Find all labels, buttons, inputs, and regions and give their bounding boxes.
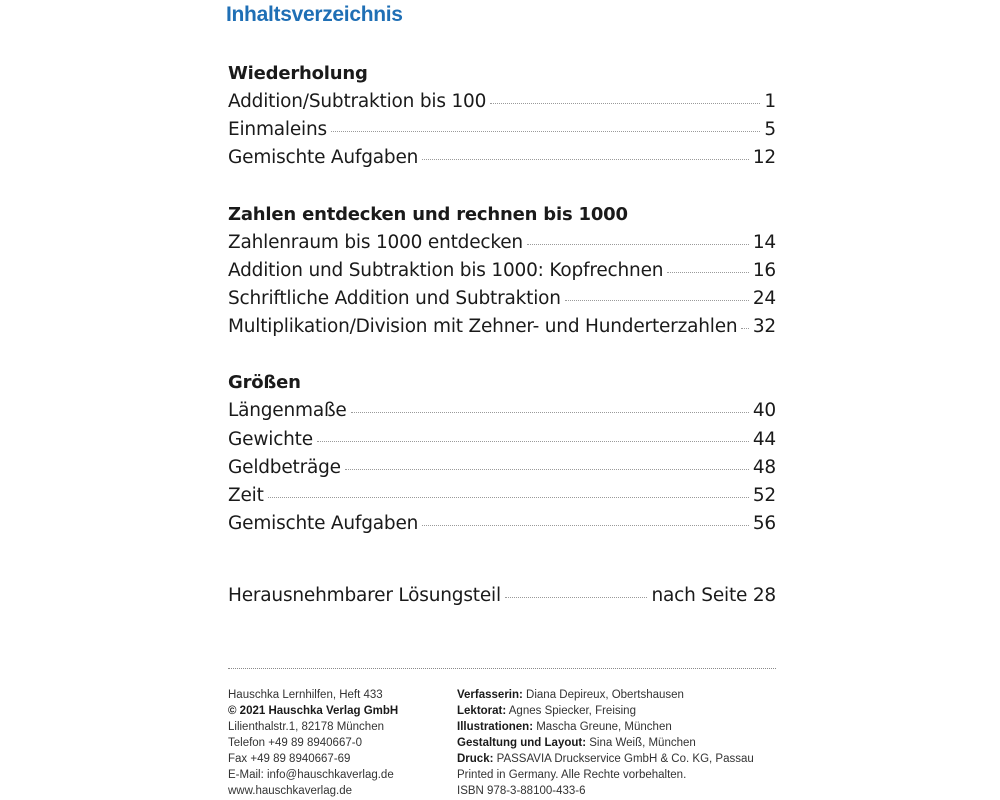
toc-entry-label: Längenmaße	[228, 400, 347, 422]
toc-entry-page: 32	[752, 316, 776, 338]
toc-entry-page: 12	[752, 147, 776, 169]
toc-entry-page: 1	[764, 91, 776, 112]
imprint-line	[457, 751, 777, 767]
imprint-key: Verfasserin:	[457, 689, 523, 701]
imprint-publisher	[228, 687, 443, 799]
toc-entry-page: 48	[752, 456, 776, 478]
toc-section	[228, 201, 776, 342]
toc-entry-page: nach Seite 28	[651, 585, 776, 606]
imprint-line	[457, 703, 777, 719]
toc-entry[interactable]	[228, 144, 776, 172]
toc-entry-label: Addition und Subtraktion bis 1000: Kopfrechnen	[228, 259, 664, 281]
leader-dots	[331, 131, 760, 132]
toc-entry[interactable]	[228, 285, 776, 313]
toc-entry-page: 52	[752, 484, 776, 506]
toc-entry-label: Gemischte Aufgaben	[228, 147, 419, 169]
toc-entry[interactable]	[228, 257, 776, 285]
imprint-line: Hauschka Lernhilfen, Heft 433	[228, 689, 383, 701]
imprint-line: E-Mail: info@hauschkaverlag.de	[228, 769, 394, 781]
toc-entry[interactable]	[228, 313, 776, 341]
toc-entry-label: Addition/Subtraktion bis 100	[228, 91, 487, 112]
leader-dots	[422, 525, 749, 526]
toc-entry-label: Geldbeträge	[228, 456, 341, 478]
section-title: Wiederholung	[228, 63, 368, 84]
toc-entry-page: 56	[752, 513, 776, 535]
toc-entry[interactable]	[228, 510, 776, 538]
imprint-line: Lilienthalstr.1, 82178 München	[228, 721, 384, 733]
imprint-line: Fax +49 89 8940667-69	[228, 753, 351, 765]
imprint-line	[457, 687, 777, 703]
leader-dots	[667, 272, 749, 273]
leader-dots	[565, 300, 749, 301]
imprint-value: ISBN 978-3-88100-433-6	[457, 785, 586, 797]
imprint-line	[457, 783, 777, 799]
imprint-key: Illustrationen:	[457, 721, 534, 733]
toc-entry-page: 44	[752, 428, 776, 450]
imprint-line	[457, 767, 777, 783]
toc-entry-label: Einmaleins	[228, 119, 327, 141]
imprint-line	[457, 735, 777, 751]
toc-entry-solutions[interactable]	[228, 582, 776, 610]
leader-dots	[317, 441, 749, 442]
imprint-value: PASSAVIA Druckservice GmbH & Co. KG, Passau	[493, 753, 754, 765]
leader-dots	[490, 103, 760, 104]
table-of-contents	[228, 60, 776, 566]
imprint-value: Printed in Germany. Alle Rechte vorbehalten.	[457, 769, 687, 781]
toc-entry-label: Zahlenraum bis 1000 entdecken	[228, 231, 523, 253]
leader-dots	[351, 412, 749, 413]
toc-entry-label: Schriftliche Addition und Subtraktion	[228, 287, 561, 309]
toc-entry-page: 14	[752, 231, 776, 253]
toc-entry-label: Herausnehmbarer Lösungsteil	[228, 585, 501, 606]
toc-section	[228, 60, 776, 173]
imprint-key: Lektorat:	[457, 705, 507, 717]
toc-entry-page: 5	[764, 119, 776, 141]
toc-entry-label: Gewichte	[228, 428, 313, 450]
toc-entry-label: Zeit	[228, 484, 264, 506]
imprint-line	[457, 719, 777, 735]
leader-dots	[268, 497, 749, 498]
imprint-value: Sina Weiß, München	[586, 737, 696, 749]
leader-dots	[505, 597, 648, 598]
toc-entry[interactable]	[228, 482, 776, 510]
toc-entry[interactable]	[228, 116, 776, 144]
solutions-section	[228, 582, 776, 610]
imprint-line: Telefon +49 89 8940667-0	[228, 737, 362, 749]
imprint-value: Agnes Spiecker, Freising	[506, 705, 636, 717]
toc-entry-label: Multiplikation/Division mit Zehner- und Hunderterzahlen	[228, 316, 738, 338]
toc-entry-page: 24	[752, 287, 776, 309]
toc-entry[interactable]	[228, 229, 776, 257]
leader-dots	[345, 469, 749, 470]
section-title: Zahlen entdecken und rechnen bis 1000	[228, 203, 628, 225]
toc-section	[228, 369, 776, 538]
toc-entry-page: 40	[752, 400, 776, 422]
imprint-credits	[457, 687, 777, 799]
leader-dots	[741, 328, 748, 329]
imprint-key: Gestaltung und Layout:	[457, 737, 587, 749]
leader-dots	[422, 159, 749, 160]
imprint-line: © 2021 Hauschka Verlag GmbH	[228, 705, 399, 717]
toc-entry[interactable]	[228, 397, 776, 425]
toc-entry[interactable]	[228, 454, 776, 482]
page-title: Inhaltsverzeichnis	[226, 3, 403, 26]
imprint-value: Mascha Greune, München	[533, 721, 672, 733]
imprint-line: www.hauschkaverlag.de	[228, 785, 353, 797]
section-title: Größen	[228, 372, 301, 394]
imprint-key: Druck:	[457, 753, 494, 765]
toc-entry-label: Gemischte Aufgaben	[228, 513, 419, 535]
imprint-value: Diana Depireux, Obertshausen	[522, 689, 684, 701]
imprint-divider	[228, 668, 776, 669]
leader-dots	[527, 244, 749, 245]
toc-entry[interactable]	[228, 426, 776, 454]
toc-entry[interactable]	[228, 88, 776, 116]
toc-entry-page: 16	[752, 259, 776, 281]
